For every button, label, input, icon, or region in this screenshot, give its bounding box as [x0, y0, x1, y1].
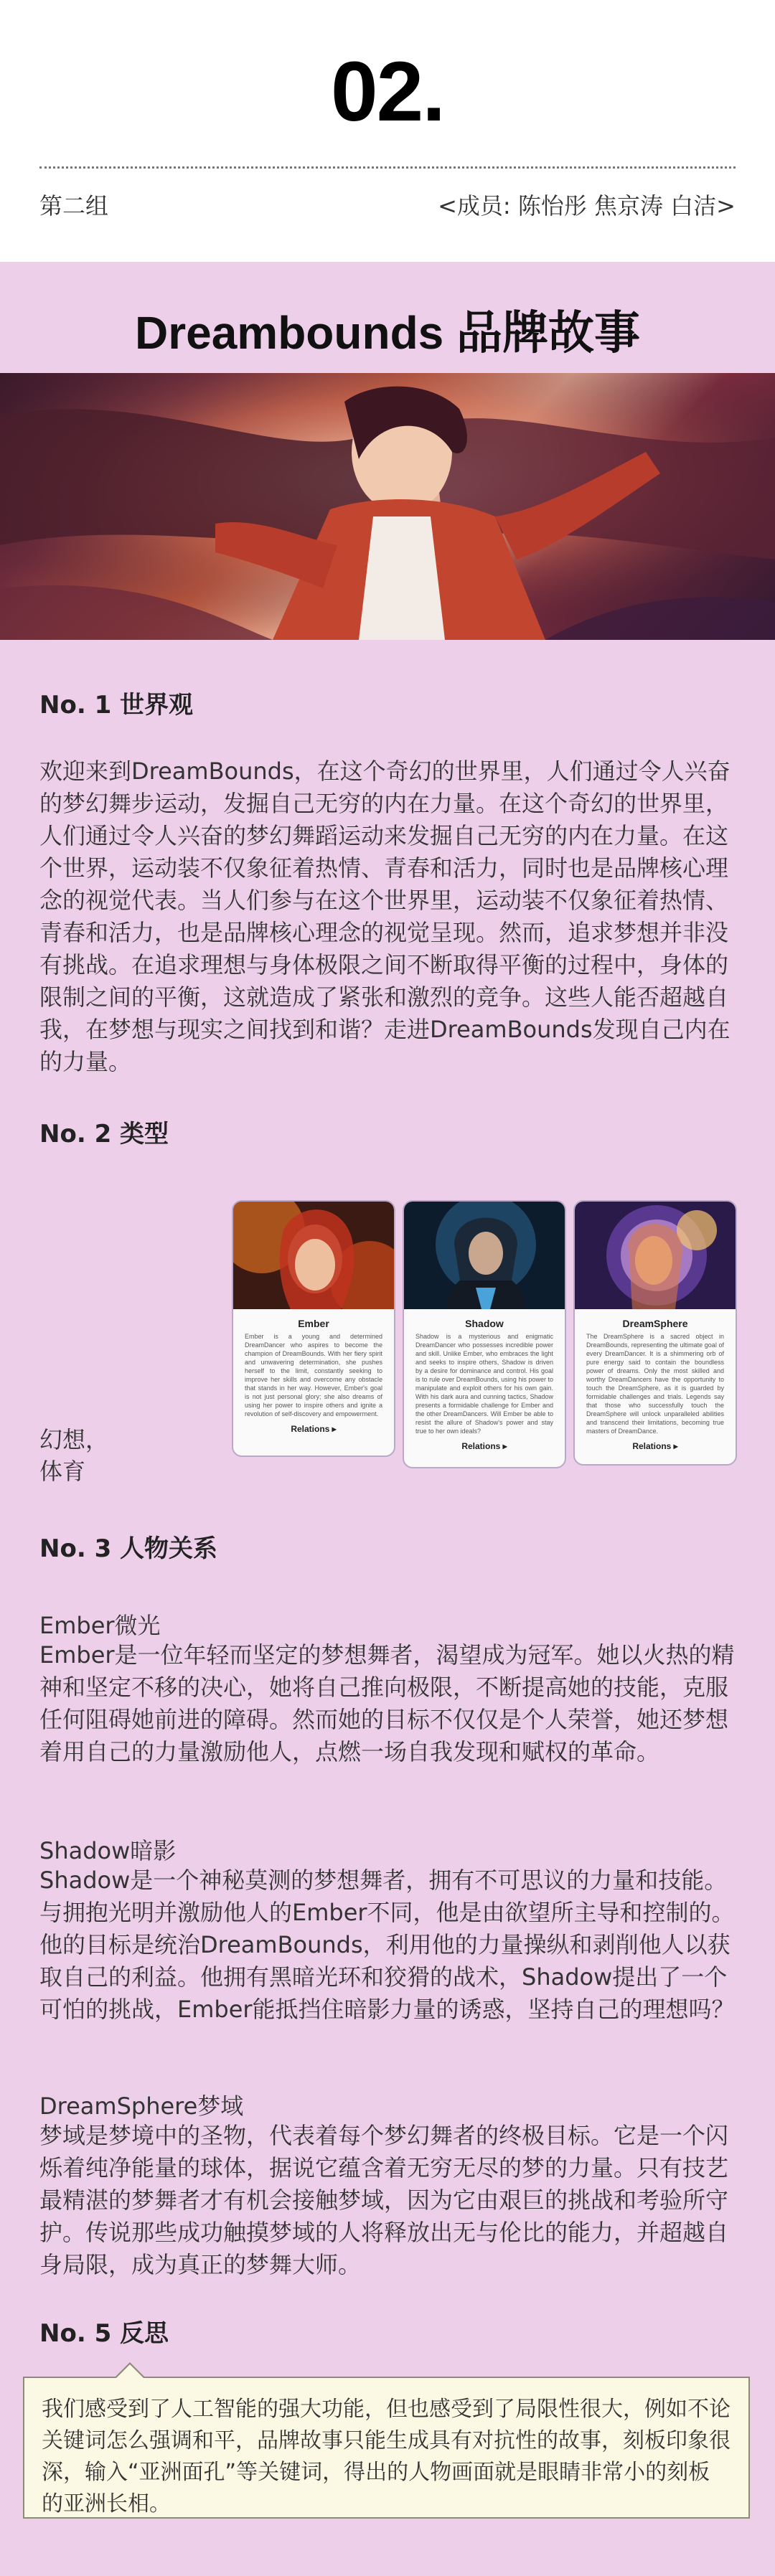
- worldview-heading: No. 1 世界观: [39, 691, 194, 720]
- genre-line: 幻想，: [39, 1426, 109, 1453]
- characters-heading: No. 3 人物关系: [39, 1534, 218, 1563]
- reflection-heading: No. 5 反思: [39, 2319, 169, 2348]
- shadow-portrait: [404, 1202, 565, 1309]
- character-card-dreamsphere[interactable]: [573, 1200, 737, 1466]
- worldview-text: 欢迎来到DreamBounds，在这个奇幻的世界里，人们通过令人兴奋的梦幻舞步运动，发掘自己无穷的内在力量。在这个奇幻的世界里，人们通过令人兴奋的梦幻舞蹈运动来发掘自己无穷的内在力量。在这个世界，运动装不仅象征着热情、青春和活力，同时也是品牌核心理念的视觉代表。当人们参与在这个世界里，运动装不仅象征着热情、青春和活力，也是品牌核心理念的视觉呈现。然而，追求梦想并非没有挑战。在追求理想与身体极限之间不断取得平衡的过程中，身体的限制之间的平衡，这就造成了紧张和激烈的竞争。这些人能否超越自我，在梦想与现实之间找到和谐？走进DreamBounds发现自己内在的力量。: [39, 758, 731, 1075]
- section-number: 02.: [330, 44, 445, 139]
- page-title: Dreambounds 品牌故事: [134, 307, 641, 359]
- character-card-shadow[interactable]: [403, 1200, 566, 1468]
- dreamsphere-portrait: [575, 1202, 736, 1309]
- card-description: Ember is a young and determined DreamDancer who aspires to become the champion of DreamBounds. With her fiery spirit and unwavering determination, she pushes herself to the limit, constantly seeking to improve her skills and overcome any obstacle that stands in her way. However, Ember's goal is not just personal glory; she also dreams of using her power to inspire others and ignite a revolution of self-discovery and empowerment.: [245, 1333, 382, 1417]
- callout-notch-inner: [116, 2364, 144, 2379]
- genre-line: 体育: [39, 1458, 86, 1485]
- card-name: Shadow: [465, 1318, 504, 1329]
- reflection-text: 我们感受到了人工智能的强大功能，但也感受到了局限性很大，例如不论关键词怎么强调和平，品牌故事只能生成具有对抗性的故事，刻板印象很深，输入“亚洲面孔”等关键词，得出的人物画面就是眼睛非常小的刻板的亚洲长相。: [42, 2397, 731, 2516]
- character-name-shadow: Shadow暗影: [39, 1837, 177, 1864]
- group-label: 第二组: [39, 192, 109, 220]
- relations-link[interactable]: Relations ▸: [461, 1441, 507, 1451]
- main-content: [0, 262, 775, 2576]
- character-card-ember[interactable]: [232, 1200, 395, 1457]
- hero-illustration: [0, 373, 775, 640]
- card-name: DreamSphere: [622, 1318, 688, 1329]
- members-label: <成员: 陈怡彤 焦京涛 白洁>: [438, 192, 736, 220]
- reflection-box: [23, 2377, 750, 2519]
- character-name-dreamsphere: DreamSphere梦域: [39, 2093, 244, 2120]
- header: [0, 0, 775, 262]
- dotted-divider: [39, 166, 736, 169]
- hero-image: [0, 373, 775, 640]
- character-text-dreamsphere: 梦域是梦境中的圣物，代表着每个梦幻舞者的终极目标。它是一个闪烁着纯净能量的球体，据说它蕴含着无穷无尽的梦的力量。只有技艺最精湛的梦舞者才有机会接触梦域，因为它由艰巨的挑战和考验所守护。传说那些成功触摸梦域的人将释放出无与伦比的能力，并超越自身局限，成为真正的梦舞大师。: [39, 2122, 729, 2278]
- character-name-ember: Ember微光: [39, 1612, 161, 1639]
- card-description: The DreamSphere is a sacred object in DreamBounds, representing the ultimate goal of every DreamDancer. It is a shimmering orb of pure energy said to contain the boundless power of dreams. Only the most skilled and worthy DreamDancers have the opportunity to touch the DreamSphere, as it is guarded by formidable challenges and trials. Legends say that those who successfully touch the DreamSphere will unlock unparalleled abilities and transcend their limitations, becoming true masters of DreamDance.: [586, 1333, 724, 1435]
- character-text-shadow: Shadow是一个神秘莫测的梦想舞者，拥有不可思议的力量和技能。与拥抱光明并激励他人的Ember不同，他是由欲望所主导和控制的。他的目标是统治DreamBounds，利用他的力量操纵和剥削他人以获取自己的利益。他拥有黑暗光环和狡猾的战术，Shadow提出了一个可怕的挑战，Ember能抵挡住暗影力量的诱惑，坚持自己的理想吗？: [39, 1867, 735, 2023]
- ember-portrait: [233, 1202, 394, 1309]
- character-text-ember: Ember是一位年轻而坚定的梦想舞者，渴望成为冠军。她以火热的精神和坚定不移的决心，她将自己推向极限，不断提高她的技能，克服任何阻碍她前进的障碍。然而她的目标不仅仅是个人荣誉，她还梦想着用自己的力量激励他人，点燃一场自我发现和赋权的革命。: [39, 1641, 735, 1765]
- relations-link[interactable]: Relations ▸: [632, 1441, 678, 1451]
- card-name: Ember: [298, 1318, 329, 1329]
- relations-link[interactable]: Relations ▸: [291, 1424, 337, 1434]
- genre-text: [39, 1424, 108, 1487]
- type-heading: No. 2 类型: [39, 1120, 169, 1148]
- card-description: Shadow is a mysterious and enigmatic DreamDancer who possesses incredible power and skill. Unlike Ember, who embraces the light and seeks to inspire others, Shadow is driven by a desire for dominance and control. His goal is to rule over DreamBounds, using his power to manipulate and exploit others for his own gain. With his dark aura and cunning tactics, Shadow presents a formidable challenge for Ember and the other DreamDancers. Will Ember be able to resist the allure of Shadow's power and stay true to her own ideals?: [415, 1333, 553, 1435]
